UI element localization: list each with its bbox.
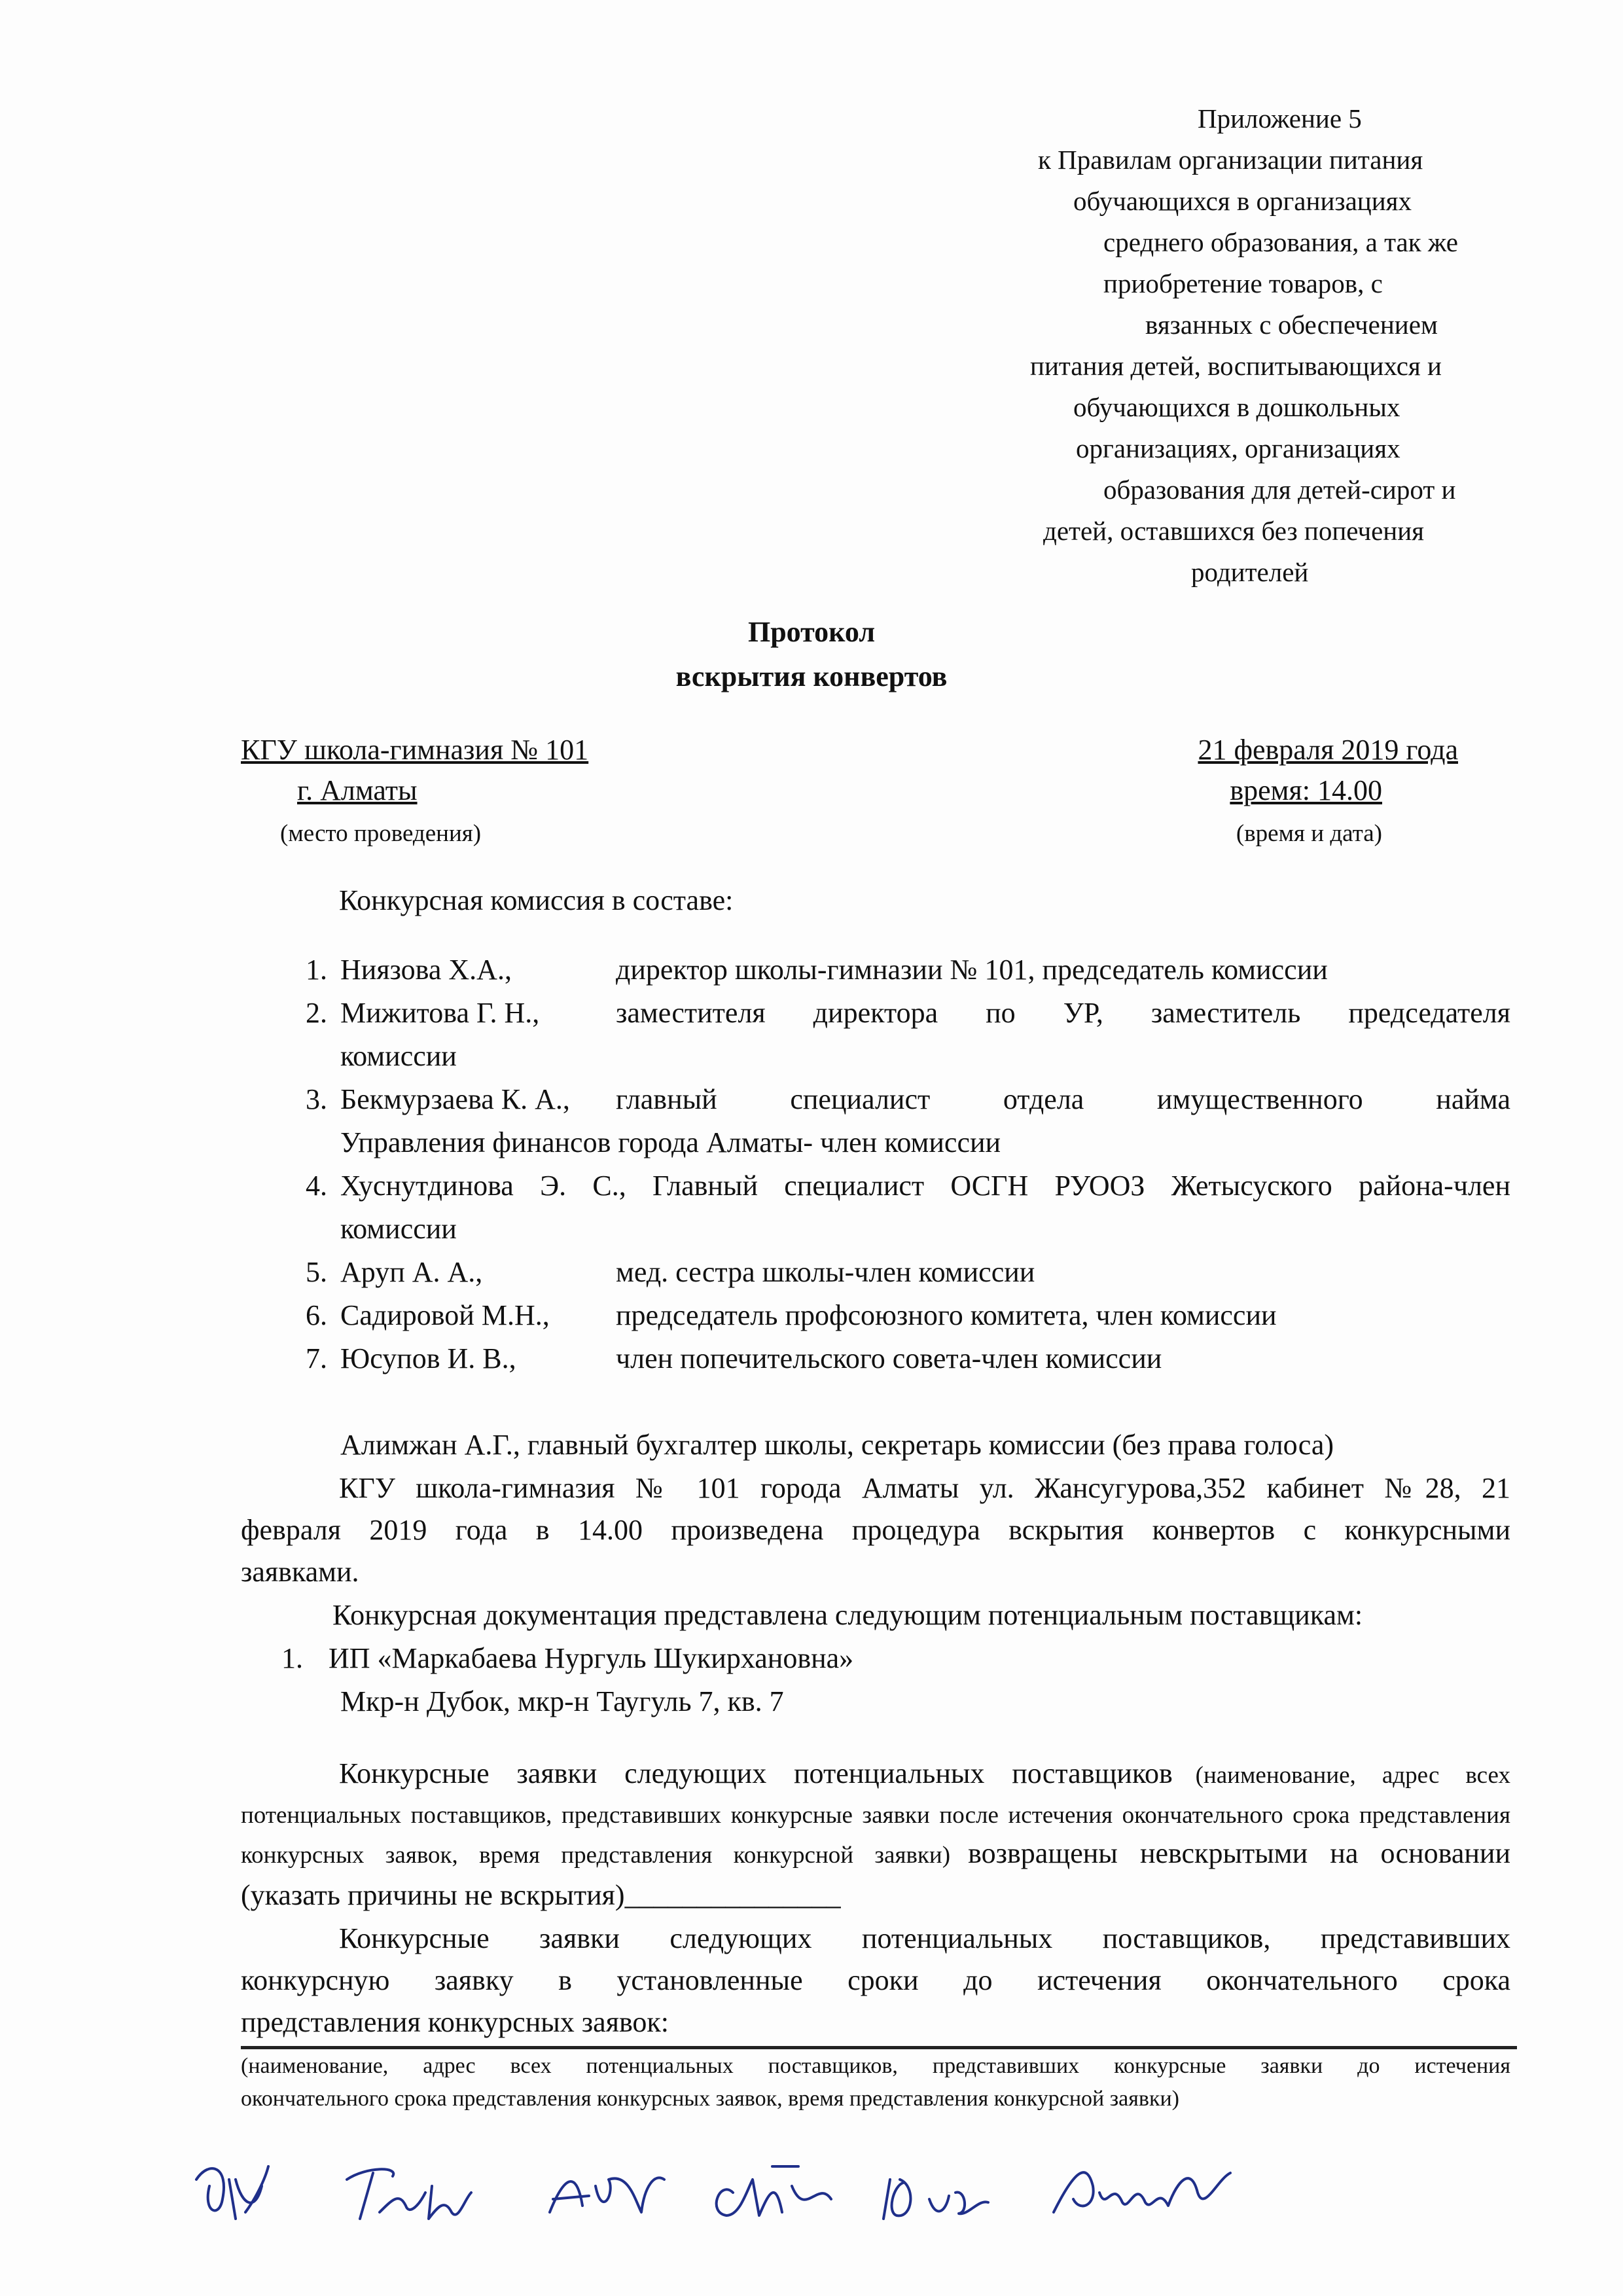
submitted-line: конкурсную заявку в установленные сроки до истечения окончательного срока — [241, 1964, 1510, 1996]
procedure-line: КГУ школа-гимназия № 101 города Алматы ул. Жансугурова,352 кабинет №28, 21 — [339, 1472, 1510, 1504]
returned-lead: Конкурсные заявки следующих потенциальных поставщиков — [339, 1757, 1173, 1789]
member-role: член попечительского совета-член комиссии — [616, 1342, 1162, 1374]
appendix-line: питания детей, воспитывающихся и — [1030, 351, 1442, 381]
member-item — [280, 996, 1510, 1033]
member-item — [280, 1299, 1510, 1335]
member-name: Юсупов И. В., — [340, 1342, 516, 1374]
returned-blank: _______________ — [624, 1879, 841, 1911]
returned-reason-line — [241, 1878, 841, 1912]
document-subtitle: вскрытия конвертов — [675, 660, 948, 692]
appendix-line: обучающихся в организациях — [1073, 186, 1412, 216]
member-role: председатель профсоюзного комитета, член комиссии — [616, 1299, 1277, 1331]
member-name: Садировой М.Н., — [340, 1299, 550, 1331]
member-number: 1. — [306, 954, 327, 986]
commission-intro: Конкурсная комиссия в составе: — [339, 884, 734, 916]
document-title: Протокол — [747, 616, 876, 648]
secretary-line: Алимжан А.Г., главный бухгалтер школы, секретарь комиссии (без права голоса) — [340, 1429, 1334, 1461]
appendix-line: Приложение 5 — [1198, 103, 1362, 134]
member-role: заместителя директора по УР, заместитель председателя — [616, 997, 1510, 1029]
returned-reason: (указать причины не вскрытия) — [241, 1879, 625, 1911]
signature-4 — [717, 2166, 831, 2215]
member-role: главный специалист отдела имущественного найма — [616, 1083, 1510, 1115]
venue-label: (место проведения) — [280, 820, 482, 847]
member-role-continued: комиссии — [340, 1213, 457, 1245]
member-name: Ниязова Х.А., — [340, 954, 512, 986]
returned-paragraph-line — [339, 1757, 1510, 1790]
member-number: 3. — [306, 1083, 327, 1115]
signature-3 — [550, 2178, 664, 2212]
member-item — [280, 1342, 1510, 1378]
signatures — [183, 2140, 1257, 2251]
member-role: мед. сестра школы-член комиссии — [616, 1256, 1035, 1288]
returned-paragraph-line — [241, 1837, 1510, 1870]
member-name: Бекмурзаева К. А., — [340, 1083, 570, 1115]
datetime-label: (время и дата) — [1236, 820, 1382, 847]
member-role-continued: комиссии — [340, 1040, 457, 1072]
supplier-number: 1. — [281, 1642, 303, 1674]
submitted-note: (наименование, адрес всех потенциальных поставщиков, представивших конкурсные заявки до истечения — [241, 2054, 1510, 2078]
returned-note: конкурсных заявок, время представления конкурсной заявки) — [241, 1842, 951, 1869]
meeting-date: 21 февраля 2019 года — [1198, 734, 1458, 766]
member-item — [280, 953, 1510, 990]
appendix-line: обучающихся в дошкольных — [1073, 392, 1400, 422]
appendix-line: организациях, организациях — [1076, 433, 1400, 463]
procedure-line: февраля 2019 года в 14.00 произведена процедура вскрытия конвертов с конкурсными — [241, 1514, 1510, 1546]
appendix-line: приобретение товаров, с — [1103, 268, 1383, 298]
signature-2 — [347, 2169, 471, 2219]
returned-tail: возвращены невскрытыми на основании — [968, 1837, 1511, 1869]
signature-5 — [883, 2179, 988, 2219]
venue-org: КГУ школа-гимназия № 101 — [241, 734, 589, 766]
member-item — [280, 1255, 1510, 1292]
member-name: Хуснутдинова Э. С., Главный специалист ОСГН РУООЗ Жетысуского района-член — [340, 1170, 1510, 1202]
returned-note: (наименование, адрес всех — [1195, 1762, 1510, 1789]
signature-1 — [196, 2166, 268, 2219]
fill-in-line — [241, 2046, 1517, 2049]
member-name: Аруп А. А., — [340, 1256, 483, 1288]
submitted-line: Конкурсные заявки следующих потенциальных поставщиков, представивших — [339, 1922, 1510, 1954]
meeting-time: время: 14.00 — [1230, 774, 1382, 806]
signature-6 — [1054, 2172, 1230, 2212]
member-number: 4. — [306, 1170, 327, 1202]
appendix-line: родителей — [1191, 557, 1309, 587]
member-number: 6. — [306, 1299, 327, 1331]
member-item — [280, 1169, 1510, 1206]
supplier-address: Мкр-н Дубок, мкр-н Таугуль 7, кв. 7 — [340, 1685, 784, 1717]
member-role: директор школы-гимназии № 101, председатель комиссии — [616, 954, 1328, 986]
member-role-continued: Управления финансов города Алматы- член комиссии — [340, 1126, 1001, 1158]
returned-note: потенциальных поставщиков, представивших конкурсные заявки после истечения окончательного срока представления — [241, 1802, 1510, 1829]
appendix-line: детей, оставшихся без попечения — [1043, 516, 1425, 546]
supplier-name: ИП «Маркабаева Нургуль Шукирхановна» — [329, 1642, 854, 1674]
submitted-note: окончательного срока представления конкурсных заявок, время представления конкурсной заявки) — [241, 2087, 1179, 2111]
member-number: 2. — [306, 997, 327, 1029]
member-number: 5. — [306, 1256, 327, 1288]
member-name: Мижитова Г. Н., — [340, 997, 540, 1029]
venue-city: г. Алматы — [297, 774, 418, 806]
member-number: 7. — [306, 1342, 327, 1374]
member-item — [280, 1083, 1510, 1119]
appendix-line: к Правилам организации питания — [1038, 145, 1423, 175]
appendix-line: образования для детей-сирот и — [1103, 475, 1456, 505]
appendix-line: вязанных с обеспечением — [1145, 310, 1438, 340]
appendix-header — [1008, 98, 1544, 593]
procedure-line: заявками. — [241, 1556, 359, 1588]
submitted-line: представления конкурсных заявок: — [241, 2006, 669, 2038]
documentation-intro: Конкурсная документация представлена следующим потенциальным поставщикам: — [332, 1599, 1363, 1631]
appendix-line: среднего образования, а так же — [1103, 227, 1458, 257]
